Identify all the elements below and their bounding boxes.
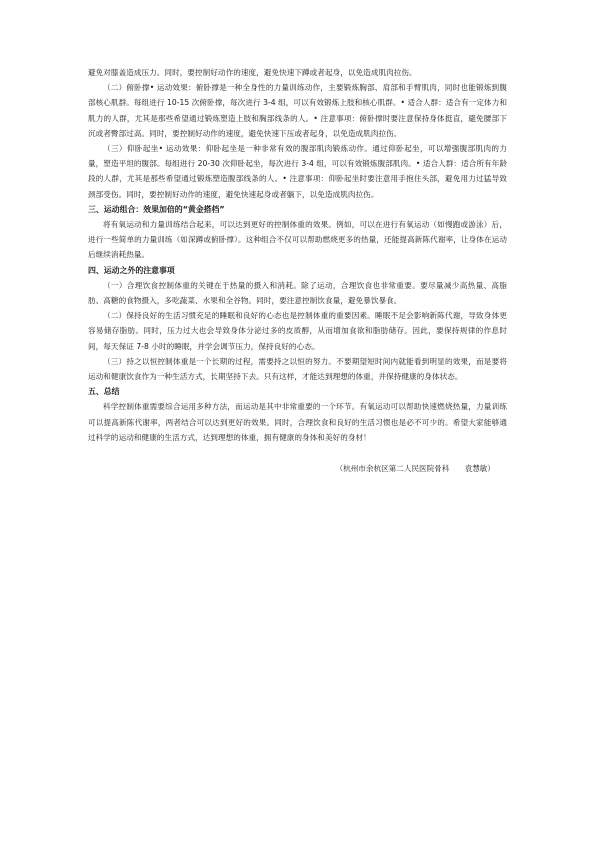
body-paragraph: （二）保持良好的生活习惯充足的睡眠和良好的心态也是控制体重的重要因素。睡眠不足会影响新陈代谢，导致身体更容易储存脂肪。同时，压力过大也会导致身体分泌过多的皮质醇，从而增加食欲和脂肪储存。因此，要保持规律的作息时间，每天保证 7-8 小时的睡眠，并学会调节压力，保持良好的心态。 bbox=[88, 311, 507, 351]
author-signature: （杭州市余杭区第二人民医院骨科 袁慧敏） bbox=[335, 464, 495, 474]
section-heading: 三、运动组合：效果加倍的“黄金搭档” bbox=[88, 204, 225, 214]
body-paragraph: 将有氧运动和力量训练结合起来，可以达到更好的控制体重的效果。例如，可以在进行有氧运动（如慢跑或游泳）后，进行一些简单的力量训练（如深蹲或俯卧撑）。这种组合不仅可以帮助燃烧更多的热量，还能提高新陈代谢率，让身体在运动后继续消耗热量。 bbox=[88, 220, 507, 260]
section-heading: 五、总结 bbox=[88, 387, 120, 397]
body-paragraph: （二）俯卧撑• 运动效果：俯卧撑是一种全身性的力量训练动作，主要锻炼胸部、肩部和手臂肌肉，同时也能锻炼到腹部核心肌群。每组进行 10-15 次俯卧撑，每次进行 3-4 组，可以有效锻炼上肢和核心肌群。• 适合人群：适合有一定体力和肌力的人群，尤其是那些希望通过锻炼塑造上肢和胸部线条的人。• 注意事项：俯卧撑时要注意保持身体挺直，避免腰部下沉或者臀部过高。同时，要控制好动作的速度，避免快速下压或者起身，以免造成肌肉拉伤。 bbox=[88, 83, 507, 138]
section-heading: 四、运动之外的注意事项 bbox=[88, 265, 175, 275]
body-paragraph: 避免对膝盖造成压力。同时，要控制好动作的速度，避免快速下蹲或者起身，以免造成肌肉拉伤。 bbox=[88, 68, 417, 77]
body-paragraph: （三）持之以恒控制体重是一个长期的过程，需要持之以恒的努力。不要期望短时间内就能看到明显的效果，而是要将运动和健康饮食作为一种生活方式，长期坚持下去。只有这样，才能达到理想的体重，并保持健康的身体状态。 bbox=[88, 356, 507, 382]
body-paragraph: （三）仰卧起坐• 运动效果：仰卧起坐是一种非常有效的腹部肌肉锻炼动作。通过仰卧起坐，可以增强腹部肌肉的力量，塑造平坦的腹部。每组进行 20-30 次仰卧起坐，每次进行 3-4 组，可以有效锻炼腹部肌肉。• 适合人群：适合所有年龄段的人群，尤其是那些希望通过锻炼塑造腹部线条的人。• 注意事项：仰卧起坐时要注意用手抱住头部，避免用力过猛导致颈部受伤。同时，要控制好动作的速度，避免快速起身或者躺下，以免造成肌肉拉伤。 bbox=[88, 144, 507, 199]
body-paragraph: 科学控制体重需要综合运用多种方法，而运动是其中非常重要的一个环节。有氧运动可以帮助快速燃烧热量，力量训练可以提高新陈代谢率，两者结合可以达到更好的效果。同时，合理饮食和良好的生活习惯也是必不可少的。希望大家能够通过科学的运动和健康的生活方式，达到理想的体重，拥有健康的身体和美好的身材！ bbox=[88, 402, 507, 442]
body-paragraph: （一）合理饮食控制体重的关键在于热量的摄入和消耗。除了运动，合理饮食也非常重要。要尽量减少高热量、高脂肪、高糖的食物摄入，多吃蔬菜、水果和全谷物。同时，要注意控制饮食量，避免暴饮暴食。 bbox=[88, 280, 507, 306]
